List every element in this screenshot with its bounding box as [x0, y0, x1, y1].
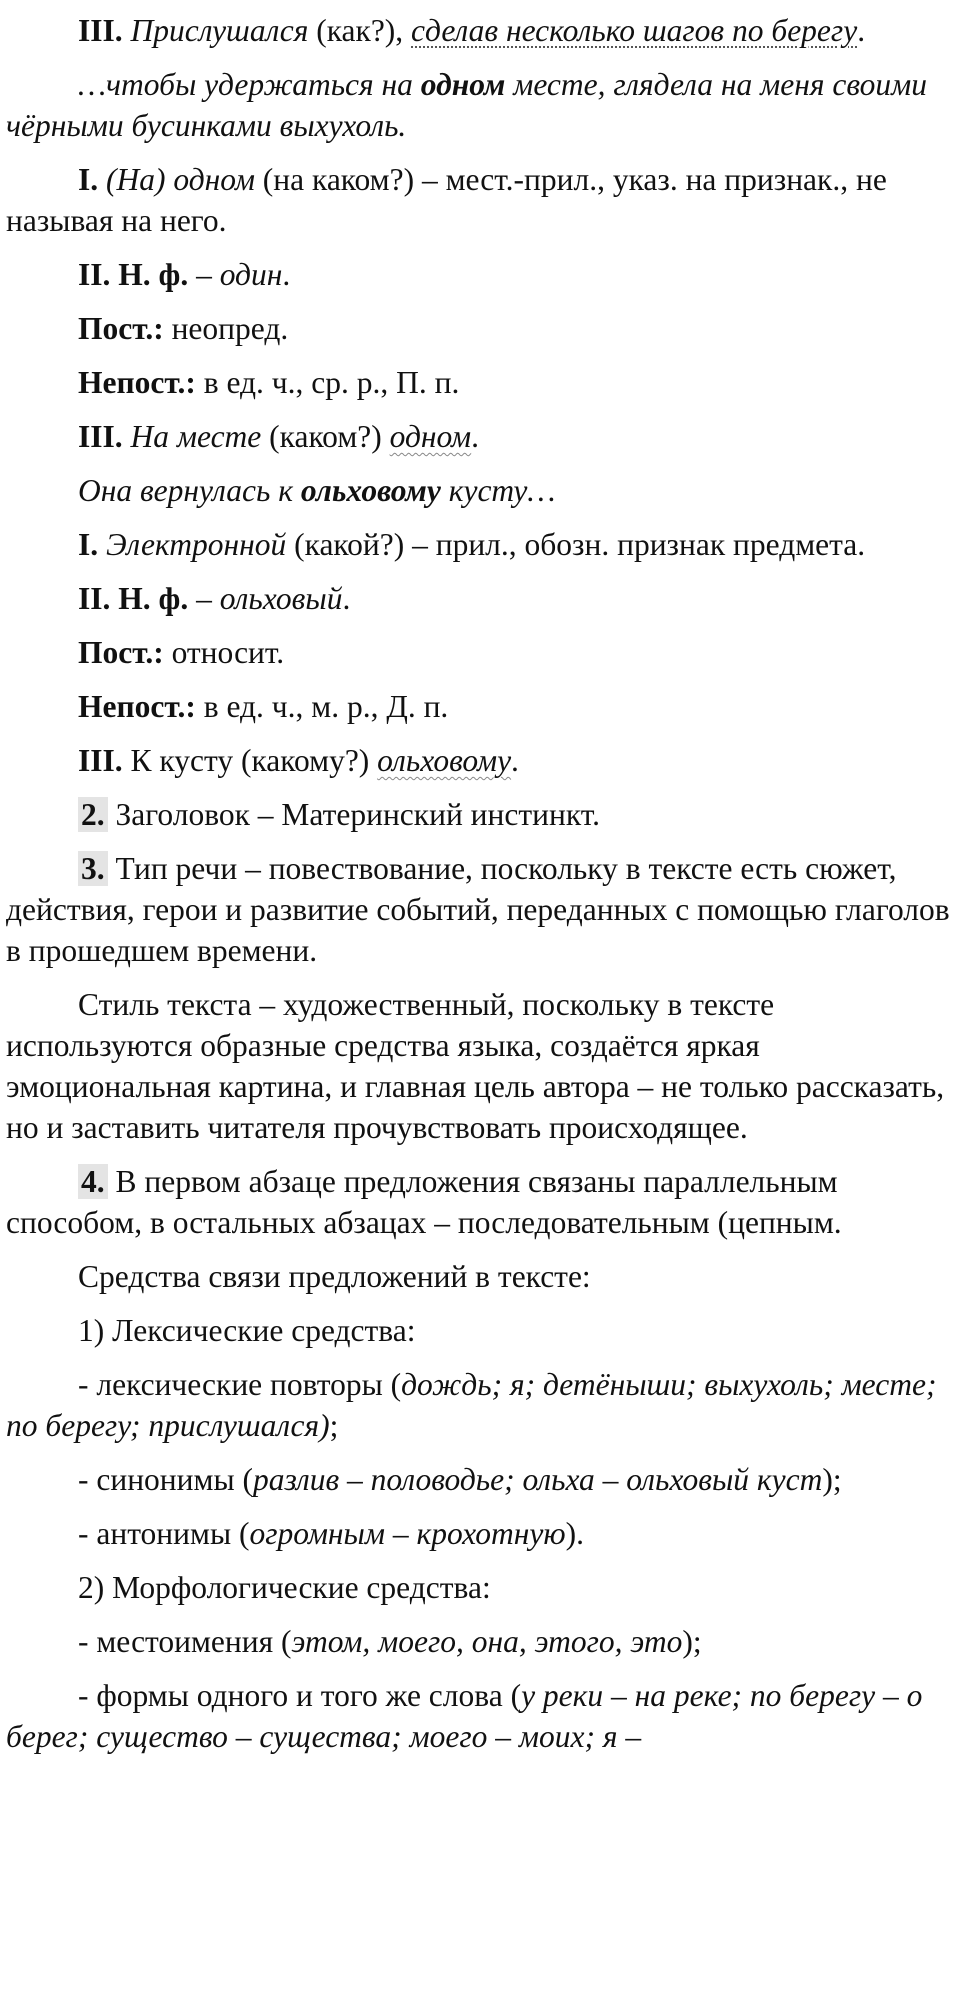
- text-run: Прислушался: [130, 13, 309, 48]
- text-run: ольховому: [300, 473, 441, 508]
- paragraph: [6, 362, 960, 403]
- text-run: у реки – на реке; по берегу – о берег; существо – существа; моего – моих; я –: [6, 1678, 923, 1754]
- paragraph: [6, 470, 960, 511]
- text-run: (на каком?) – мест.-прил., указ. на признак., не называя на него.: [6, 162, 887, 238]
- text-run: относит.: [163, 635, 285, 670]
- text-run: Заголовок – Материнский инстинкт.: [107, 797, 601, 832]
- paragraph: [6, 1621, 960, 1662]
- text-run: - антонимы (: [78, 1516, 250, 1551]
- text-run: сделав несколько шагов по берегу: [411, 13, 858, 48]
- text-run: В первом абзаце предложения связаны параллельным способом, в остальных абзацах – последовательным (цепным.: [6, 1164, 842, 1240]
- text-run: [123, 13, 131, 48]
- text-run: [98, 527, 106, 562]
- paragraph: [6, 64, 960, 146]
- paragraph: [6, 1364, 960, 1446]
- text-run: III.: [78, 419, 123, 454]
- text-run: Она вернулась к: [78, 473, 301, 508]
- text-run: - формы одного и того же слова (: [78, 1678, 522, 1713]
- paragraph: [6, 524, 960, 565]
- text-run: II. Н. ф.: [78, 257, 189, 292]
- paragraph: [6, 1310, 960, 1351]
- paragraph: [6, 1459, 960, 1500]
- text-run: Непост.:: [78, 365, 196, 400]
- text-run: 1) Лексические средства:: [78, 1313, 416, 1348]
- item-number: 3.: [78, 851, 108, 886]
- text-run: …чтобы удержаться на: [78, 67, 421, 102]
- text-run: –: [188, 581, 220, 616]
- item-number: 2.: [78, 797, 108, 832]
- text-run: I.: [78, 527, 99, 562]
- paragraph: [6, 984, 960, 1148]
- paragraph: [6, 848, 960, 971]
- text-run: (На) одном: [106, 162, 255, 197]
- text-run: Средства связи предложений в тексте:: [78, 1259, 591, 1294]
- paragraph: [6, 794, 960, 835]
- text-run: Стиль текста – художественный, поскольку в тексте используются образные средства языка, создаётся яркая эмоциональная картина, и главная цель автора – не только рассказать, но и заставить читателя прочувствовать происходящее.: [6, 987, 945, 1145]
- text-run: этом, моего, она, этого, это: [291, 1624, 683, 1659]
- text-run: К кусту (какому?): [122, 743, 378, 778]
- text-run: одном: [420, 67, 506, 102]
- text-run: Пост.:: [78, 311, 164, 346]
- text-run: Непост.:: [78, 689, 196, 724]
- paragraph: [6, 416, 960, 457]
- paragraph: [6, 1567, 960, 1608]
- text-run: огромным – крохотную: [249, 1516, 566, 1551]
- text-run: –: [188, 257, 220, 292]
- paragraph: [6, 159, 960, 241]
- text-run: 2) Морфологические средства:: [78, 1570, 491, 1605]
- paragraph: [6, 740, 960, 781]
- text-run: .: [282, 257, 291, 292]
- text-run: .: [342, 581, 351, 616]
- text-run: III.: [78, 743, 123, 778]
- text-run: .: [511, 743, 519, 778]
- text-run: (каком?): [261, 419, 390, 454]
- paragraph: [6, 254, 960, 295]
- text-run: ).: [565, 1516, 584, 1551]
- text-run: На месте: [130, 419, 262, 454]
- text-run: - местоимения (: [78, 1624, 292, 1659]
- paragraph: [6, 1256, 960, 1297]
- paragraph: [6, 686, 960, 727]
- text-run: );: [682, 1624, 702, 1659]
- text-run: один: [219, 257, 283, 292]
- text-run: ольховый: [219, 581, 343, 616]
- text-run: Тип речи – повествование, поскольку в тексте есть сюжет, действия, герои и развитие событий, переданных с помощью глаголов в прошедшем времени.: [6, 851, 950, 968]
- paragraph: [6, 308, 960, 349]
- text-run: II. Н. ф.: [78, 581, 189, 616]
- text-run: III.: [78, 13, 123, 48]
- item-number: 4.: [78, 1164, 108, 1199]
- paragraph: [6, 1161, 960, 1243]
- text-run: месте, глядела на меня своими чёрными бусинками выхухоль.: [6, 67, 927, 143]
- text-run: - лексические повторы (: [78, 1367, 402, 1402]
- text-run: .: [857, 13, 866, 48]
- text-run: );: [822, 1462, 842, 1497]
- paragraph: [6, 1675, 960, 1757]
- text-run: Пост.:: [78, 635, 164, 670]
- text-run: - синонимы (: [78, 1462, 253, 1497]
- text-run: .: [471, 419, 480, 454]
- text-run: ;: [329, 1408, 339, 1443]
- text-run: [98, 162, 106, 197]
- text-run: кусту…: [440, 473, 556, 508]
- text-run: одном: [389, 419, 472, 454]
- text-run: в ед. ч., ср. р., П. п.: [195, 365, 460, 400]
- text-run: I.: [78, 162, 99, 197]
- paragraph: [6, 578, 960, 619]
- paragraph: [6, 10, 960, 51]
- text-run: в ед. ч., м. р., Д. п.: [195, 689, 449, 724]
- text-run: (как?),: [308, 13, 412, 48]
- text-run: неопред.: [163, 311, 289, 346]
- text-run: [123, 419, 131, 454]
- paragraph: [6, 1513, 960, 1554]
- text-run: разлив – половодье; ольха – ольховый куст: [253, 1462, 823, 1497]
- text-run: ольховому: [377, 743, 512, 778]
- text-run: (какой?) – прил., обозн. признак предмета.: [286, 527, 866, 562]
- text-run: дождь; я; детёныши; выхухоль; месте; по берегу; прислушался): [6, 1367, 937, 1443]
- paragraph: [6, 632, 960, 673]
- text-run: Электронной: [106, 527, 287, 562]
